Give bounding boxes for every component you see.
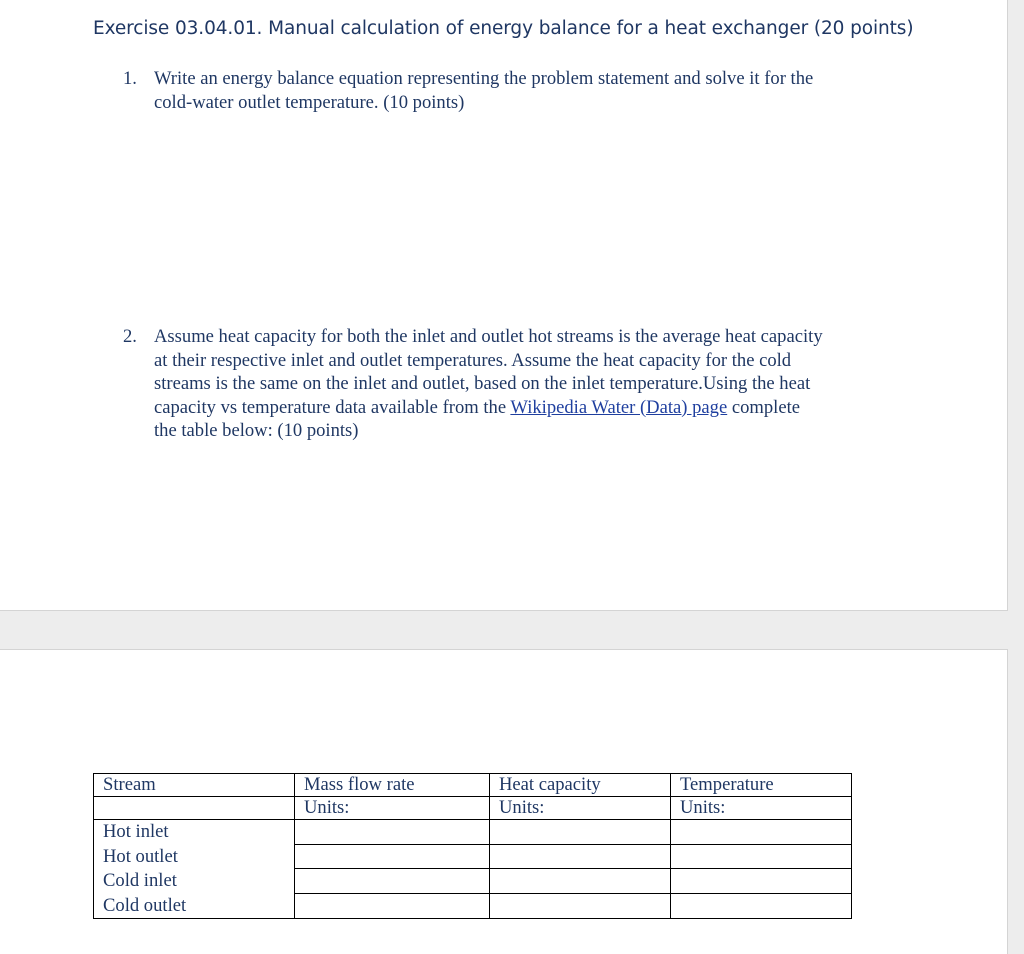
- question-2-line: streams is the same on the inlet and outlet, based on the inlet temperature.Using the heat: [154, 373, 811, 394]
- stream-cold-inlet: Cold inlet: [103, 870, 177, 891]
- link-following-text: complete: [727, 396, 801, 418]
- table-grid-cell: [490, 820, 670, 845]
- question-2-line: Assume heat capacity for both the inlet and outlet hot streams is the average heat capacity: [154, 326, 823, 347]
- header-stream: Stream: [94, 774, 295, 797]
- stream-cold-outlet: Cold outlet: [103, 894, 187, 916]
- link-preceding-text: capacity vs temperature data available from the: [154, 396, 511, 418]
- table-grid-cell: [295, 845, 489, 870]
- document-page-2: [0, 649, 1008, 954]
- table-cell: [295, 820, 490, 919]
- units-heat-capacity: Units:: [490, 797, 671, 820]
- header-temperature: Temperature: [671, 774, 852, 797]
- table-grid-cell: [295, 869, 489, 894]
- table-grid-cell: [671, 820, 851, 845]
- stream-data-table: [93, 773, 852, 919]
- wikipedia-water-data-link[interactable]: Wikipedia Water (Data) page: [510, 396, 728, 418]
- table-grid-cell: [490, 894, 670, 919]
- table-header-row: [94, 774, 852, 797]
- table-grid-cell: [295, 894, 489, 919]
- header-mass-flow-rate: Mass flow rate: [295, 774, 490, 797]
- units-mass-flow-rate: Units:: [295, 797, 490, 820]
- table-grid-cell: [295, 820, 489, 845]
- question-1-line: cold-water outlet temperature. (10 points): [154, 91, 465, 113]
- question-2-line: at their respective inlet and outlet temperatures. Assume the heat capacity for the cold: [154, 349, 792, 371]
- stream-names-cell: [94, 820, 295, 919]
- question-1-text: [154, 67, 813, 114]
- table-grid-cell: [490, 845, 670, 870]
- stream-hot-inlet: Hot inlet: [103, 821, 169, 842]
- table-body-row: [94, 820, 852, 919]
- table-cell: [94, 797, 295, 820]
- question-1-line: Write an energy balance equation representing the problem statement and solve it for the: [154, 68, 814, 89]
- exercise-heading: Exercise 03.04.01. Manual calculation of energy balance for a heat exchanger (20 points): [93, 18, 914, 39]
- table-grid-cell: [490, 869, 670, 894]
- table-cell: [671, 820, 852, 919]
- question-2-number: 2.: [123, 326, 137, 347]
- question-2-line-with-link: [154, 396, 823, 420]
- table-grid-cell: [671, 894, 851, 919]
- question-2-line: the table below: (10 points): [154, 420, 359, 441]
- question-1-number: 1.: [123, 68, 137, 89]
- table-grid-cell: [671, 869, 851, 894]
- table-cell: [490, 820, 671, 919]
- table-grid-cell: [671, 845, 851, 870]
- stream-hot-outlet: Hot outlet: [103, 845, 178, 867]
- table-units-row: [94, 797, 852, 820]
- question-2-text: [154, 325, 823, 443]
- units-temperature: Units:: [671, 797, 852, 820]
- header-heat-capacity: Heat capacity: [490, 774, 671, 797]
